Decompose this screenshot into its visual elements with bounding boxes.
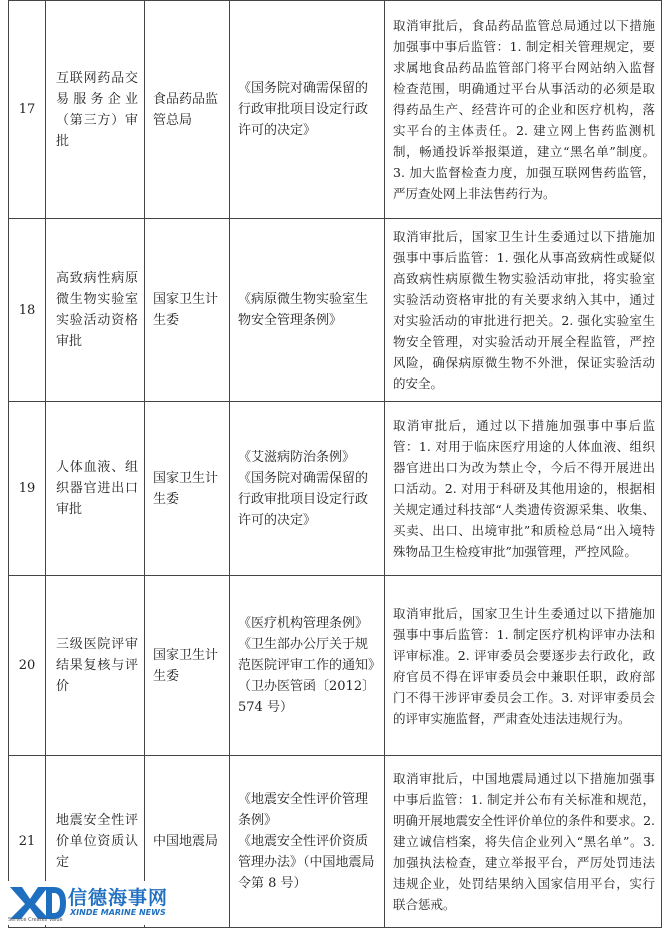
row-number: 19	[9, 402, 46, 576]
item-name: 地震安全性评价单位资质认定	[46, 756, 145, 928]
legal-basis-line: 《地震安全性评价资质管理办法》（中国地震局令第 8 号）	[238, 834, 375, 891]
supervision-measures: 取消审批后，中国地震局通过以下措施加强事中事后监管：1. 制定并公布有关标准和规范，明确开展地震安全性评价单位的条件和要求。2. 建立诚信档案，将失信企业列入“黑名单”。3. 加强执法检查，建立举报平台，严厉处罚违法违规企业，处罚结果纳入国家信用平台，实行联合惩戒。	[385, 756, 662, 928]
supervision-measures: 取消审批后，国家卫生计生委通过以下措施加强事中事后监管：1. 强化从事高致病性或疑似高致病性病原微生物实验活动审批，将实验室实验活动资格审批的有关要求纳入其中，通过对实验活动的审批进行把关。2. 强化实验室生物安全管理，对实验活动开展全程监管，严控风险，确保病原微生物不外泄，保证实验活动的安全。	[385, 219, 662, 402]
department: 中国地震局	[145, 756, 230, 928]
item-name: 互联网药品交易服务企业（第三方）审批	[46, 1, 145, 219]
department: 国家卫生计生委	[145, 219, 230, 402]
legal-basis-line: 《卫生部办公厅关于规范医院评审工作的通知》（卫办医管函〔2012〕574 号）	[238, 637, 376, 715]
table-row	[9, 402, 662, 576]
department: 国家卫生计生委	[145, 402, 230, 576]
xinde-marine-news-watermark	[6, 881, 196, 925]
department: 食品药品监管总局	[145, 1, 230, 219]
supervision-measures: 取消审批后，食品药品监管总局通过以下措施加强事中事后监管：1. 制定相关管理规定，要求属地食品药品监管部门将平台网站纳入监督检查范围，明确通过平台从事活动的必须是取得药品生产、经营许可的企业和医疗机构，落实平台的主体责任。2. 建立网上售药监测机制，畅通投诉举报渠道，建立“黑名单”制度。3. 加大监督检查力度，加强互联网售药监管，严厉查处网上非法售药行为。	[385, 1, 662, 219]
table-row	[9, 219, 662, 402]
department: 国家卫生计生委	[145, 576, 230, 756]
legal-basis: 《国务院对确需保留的行政审批项目设定行政许可的决定》	[230, 1, 385, 219]
item-name: 人体血液、组织器官进出口审批	[46, 402, 145, 576]
legal-basis-line: 《艾滋病防治条例》	[238, 449, 356, 465]
supervision-measures: 取消审批后，通过以下措施加强事中事后监管：1. 对用于临床医疗用途的人体血液、组织器官进出口为改为禁止令，今后不得开展进出口活动。2. 对用于科研及其他用途的，根据相关规定通过科技部“人类遗传资源采集、收集、买卖、出口、出境审批”和质检总局“出入境特殊物品卫生检疫审批”加强管理，严控风险。	[385, 402, 662, 576]
watermark-tagline: Service Creates Value	[8, 917, 63, 923]
row-number: 21	[9, 756, 46, 928]
legal-basis	[230, 402, 385, 576]
legal-basis	[230, 756, 385, 928]
row-number: 18	[9, 219, 46, 402]
table-row	[9, 1, 662, 219]
item-name: 高致病性病原微生物实验室实验活动资格审批	[46, 219, 145, 402]
legal-basis: 《病原微生物实验室生物安全管理条例》	[230, 219, 385, 402]
watermark-chinese-name: 信德海事网	[68, 887, 169, 909]
row-number: 17	[9, 1, 46, 219]
legal-basis-line: 《国务院对确需保留的行政审批项目设定行政许可的决定》	[238, 470, 369, 528]
watermark-english-name: XINDE MARINE NEWS	[70, 908, 166, 917]
item-name: 三级医院评审结果复核与评价	[46, 576, 145, 756]
legal-basis-line: 《医疗机构管理条例》	[238, 616, 369, 631]
xd-logo-icon	[8, 883, 66, 921]
supervision-measures: 取消审批后，国家卫生计生委通过以下措施加强事中事后监管：1. 制定医疗机构评审办法和评审标准。2. 评审委员会要逐步去行政化，政府官员不得在评审委员会中兼职任职，政府部门不得干涉评审委员会工作。3. 对评审委员会的评审实施监督，严肃查处违法违规行为。	[385, 576, 662, 756]
approval-table	[8, 0, 662, 928]
row-number: 20	[9, 576, 46, 756]
legal-basis-line: 《地震安全性评价管理条例》	[238, 792, 369, 828]
legal-basis	[230, 576, 385, 756]
table-row	[9, 576, 662, 756]
